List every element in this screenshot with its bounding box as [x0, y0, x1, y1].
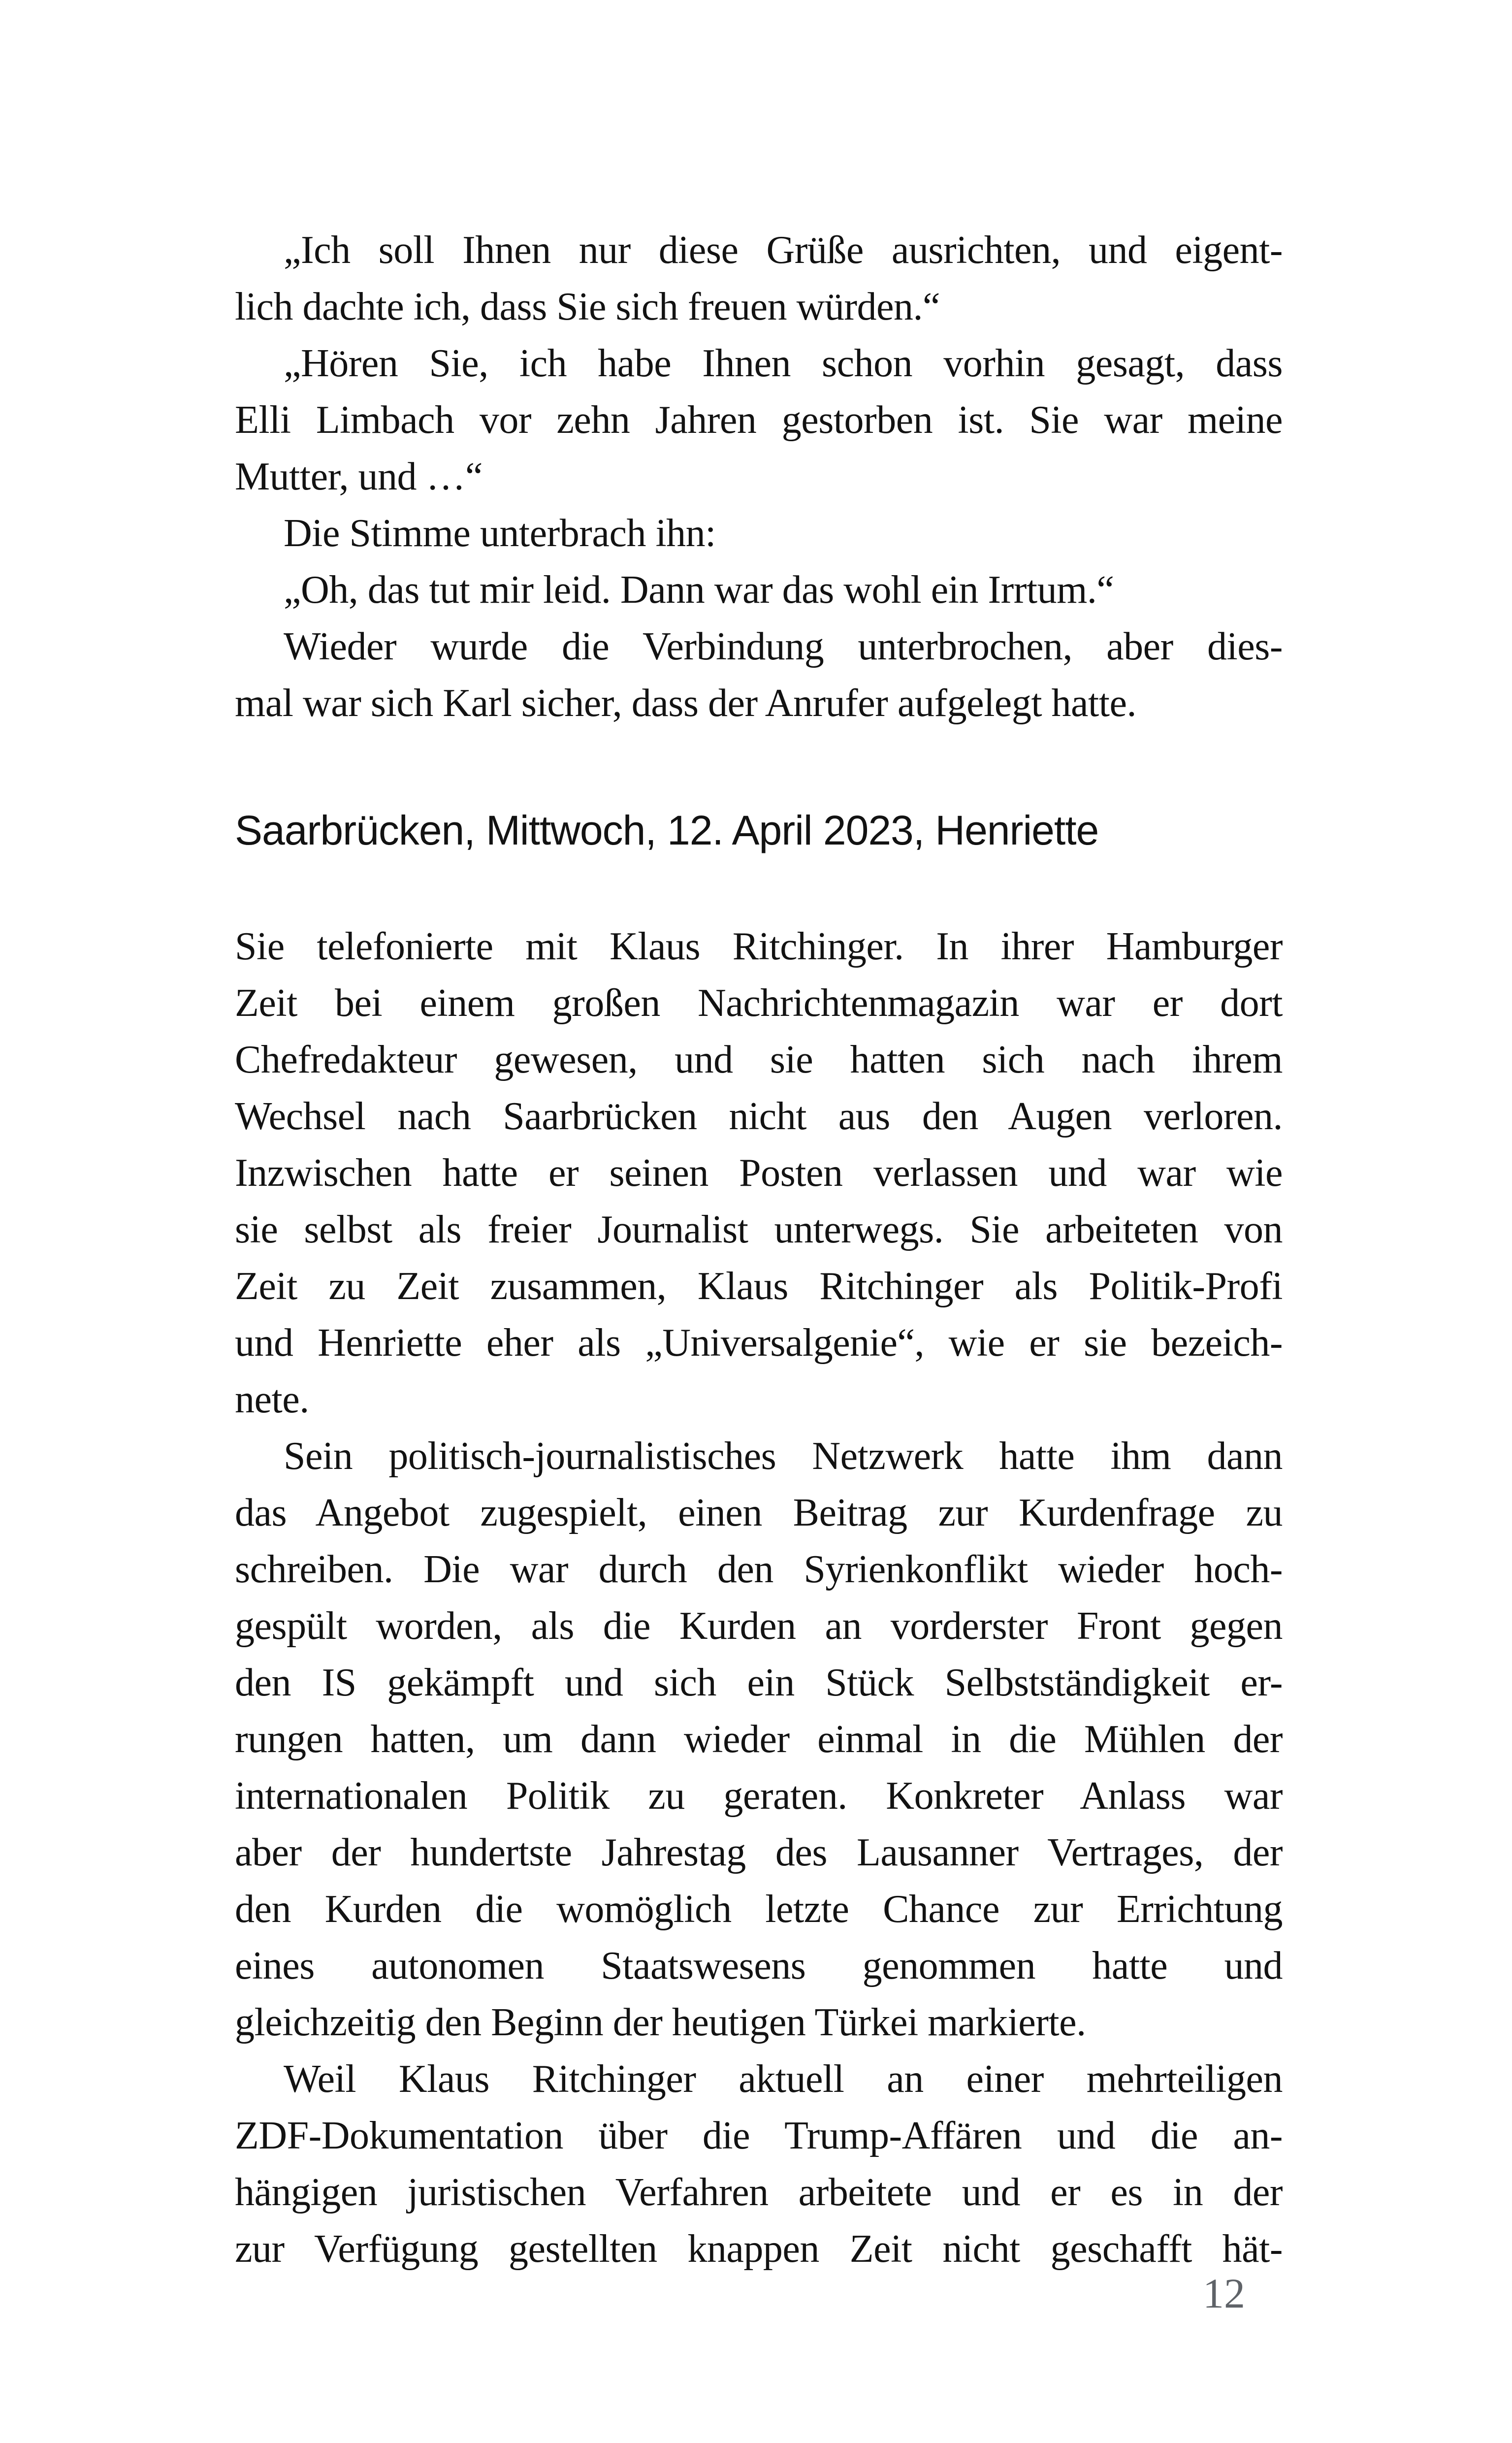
text-line: „Oh, das tut mir leid. Dann war das wohl ein Irrtum.“: [284, 568, 1114, 612]
text-line: Die Stimme unterbrach ihn:: [284, 512, 716, 555]
text-line: Wieder wurde die Verbindung unterbrochen, aber dies-: [284, 625, 1283, 668]
text-line: zur Verfügung gestellten knappen Zeit nicht geschafft hät-: [235, 2227, 1283, 2271]
text-line: mal war sich Karl sicher, dass der Anrufer aufgelegt hatte.: [235, 682, 1137, 725]
page-number: 12: [1203, 2270, 1245, 2317]
text-line: den Kurden die womöglich letzte Chance zur Errichtung: [235, 1888, 1283, 1931]
text-line: aber der hundertste Jahrestag des Lausanner Vertrages, der: [235, 1831, 1283, 1874]
text-line: gespült worden, als die Kurden an vorderster Front gegen: [235, 1604, 1283, 1648]
paragraph: [235, 335, 1283, 505]
text-line: Weil Klaus Ritchinger aktuell an einer mehrteiligen: [284, 2057, 1283, 2101]
text-line: ZDF-Dokumentation über die Trump-Affären und die an-: [235, 2114, 1283, 2157]
text-line: sie selbst als freier Journalist unterwegs. Sie arbeiteten von: [235, 1208, 1283, 1251]
text-line: Sie telefonierte mit Klaus Ritchinger. In ihrer Hamburger: [235, 925, 1283, 968]
paragraph: [235, 2051, 1283, 2278]
text-line: eines autonomen Staatswesens genommen hatte und: [235, 1944, 1283, 1987]
text-line: Zeit zu Zeit zusammen, Klaus Ritchinger als Politik-Profi: [235, 1265, 1283, 1308]
text-block: [235, 222, 1283, 2278]
text-line: „Ich soll Ihnen nur diese Grüße ausrichten, und eigent-: [284, 228, 1283, 272]
text-line: Wechsel nach Saarbrücken nicht aus den Augen verloren.: [235, 1095, 1283, 1138]
text-line: Zeit bei einem großen Nachrichtenmagazin war er dort: [235, 981, 1283, 1025]
text-line: Sein politisch-journalistisches Netzwerk hatte ihm dann: [284, 1434, 1283, 1478]
text-line: rungen hatten, um dann wieder einmal in die Mühlen der: [235, 1718, 1283, 1761]
text-line: lich dachte ich, dass Sie sich freuen würden.“: [235, 285, 940, 328]
paragraph: [235, 619, 1283, 732]
paragraph: [235, 505, 1283, 562]
paragraph: [235, 562, 1283, 619]
text-line: das Angebot zugespielt, einen Beitrag zur Kurdenfrage zu: [235, 1491, 1283, 1534]
text-line: internationalen Politik zu geraten. Konkreter Anlass war: [235, 1774, 1283, 1818]
text-line: Elli Limbach vor zehn Jahren gestorben ist. Sie war meine: [235, 398, 1283, 442]
paragraph: [235, 918, 1283, 1428]
text-line: hängigen juristischen Verfahren arbeitete und er es in der: [235, 2171, 1283, 2214]
text-line: schreiben. Die war durch den Syrienkonflikt wieder hoch-: [235, 1548, 1283, 1591]
text-line: „Hören Sie, ich habe Ihnen schon vorhin gesagt, dass: [284, 342, 1283, 385]
dialogue-section: [235, 222, 1283, 732]
text-line: nete.: [235, 1378, 309, 1421]
section-heading: Saarbrücken, Mittwoch, 12. April 2023, Henriette: [235, 807, 1099, 853]
paragraph: [235, 1428, 1283, 2051]
text-line: Mutter, und …“: [235, 455, 483, 498]
text-line: Inzwischen hatte er seinen Posten verlassen und war wie: [235, 1151, 1283, 1195]
paragraph: [235, 222, 1283, 335]
text-line: den IS gekämpft und sich ein Stück Selbstständigkeit er-: [235, 1661, 1283, 1704]
text-line: Chefredakteur gewesen, und sie hatten sich nach ihrem: [235, 1038, 1283, 1081]
text-line: und Henriette eher als „Universalgenie“, wie er sie bezeich-: [235, 1321, 1283, 1365]
text-line: gleichzeitig den Beginn der heutigen Türkei markierte.: [235, 2001, 1086, 2044]
body-section: [235, 918, 1283, 2278]
